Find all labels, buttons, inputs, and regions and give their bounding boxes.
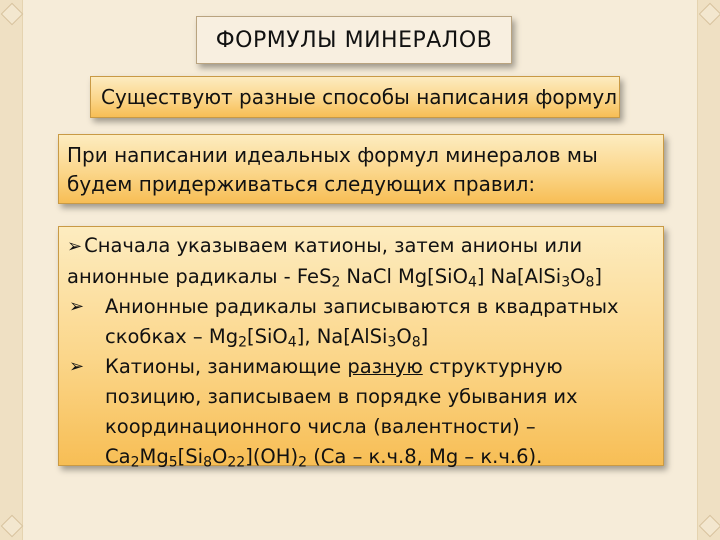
formula-text: NaCl — [346, 265, 392, 288]
formula-subscript: 2 — [238, 334, 248, 351]
formula-subscript: 8 — [585, 274, 595, 291]
formula-text: (Ca – к.ч.8, Mg – к.ч.6). — [307, 445, 543, 468]
arrow-right-icon: ➢ — [69, 296, 85, 317]
subtitle-text: Существуют разные способы написания формул — [101, 85, 618, 109]
rule-2-text: Анионные радикалы записываются в квадратных скобках – — [105, 295, 619, 348]
slide-title — [196, 16, 512, 64]
formula-subscript: 8 — [203, 454, 212, 471]
slide-title-text: ФОРМУЛЫ МИНЕРАЛОВ — [215, 27, 493, 53]
formula-text: [Si — [177, 445, 204, 468]
rules-intro-text: При написании идеальных формул минералов мы будем придерживаться следующих правил: — [67, 143, 598, 196]
formula-subscript: 2 — [130, 454, 140, 471]
rule-1 — [67, 231, 655, 292]
mineral-formula — [490, 265, 603, 291]
mineral-formula — [296, 265, 341, 291]
formula-text: ] — [420, 325, 429, 348]
rules-intro-box — [58, 134, 664, 204]
formula-subscript: 2 — [298, 454, 307, 471]
formula-text: Mg — [139, 445, 169, 468]
formula-text: [SiO — [247, 325, 288, 348]
formula-text: ](OH) — [245, 445, 299, 468]
arrow-right-icon: ➢ — [67, 236, 83, 257]
formula-text: O — [396, 325, 412, 348]
formula-text: O — [212, 445, 228, 468]
rule-2-formula — [208, 325, 429, 351]
rule-3-underlined-word: разную — [347, 355, 423, 378]
formula-text: ], Na[AlSi — [296, 325, 388, 348]
rule-2 — [67, 292, 655, 352]
mineral-formula — [346, 265, 392, 288]
formula-subscript: 3 — [387, 334, 397, 351]
formula-text: O — [570, 265, 586, 288]
formula-text: Mg — [208, 325, 239, 348]
formula-subscript: 8 — [411, 334, 421, 351]
rule-1-formulas — [296, 265, 603, 291]
decorative-frame-left — [0, 0, 23, 540]
mineral-formula — [397, 265, 485, 291]
rule-3 — [67, 352, 655, 472]
rule-1-text: Сначала указываем катионы, затем анионы или анионные радикалы - — [67, 234, 583, 288]
formula-text: Mg[SiO — [397, 265, 468, 288]
formula-subscript: 4 — [467, 274, 477, 291]
formula-subscript: 5 — [168, 454, 178, 471]
decorative-frame-right — [697, 0, 720, 540]
formula-text: ] — [594, 265, 603, 288]
rule-3-text-after: структурную позицию, записываем в порядке убывания их координационного числа (валентности) – — [105, 355, 578, 438]
arrow-right-icon: ➢ — [69, 356, 85, 377]
formula-text: S — [319, 265, 332, 288]
rule-3-formula — [105, 445, 543, 471]
rules-box — [58, 226, 664, 471]
formula-text: ] — [476, 265, 485, 288]
formula-subscript: 3 — [561, 274, 571, 291]
formula-subscript: 2 — [331, 274, 341, 291]
formula-subscript: 4 — [287, 334, 297, 351]
formula-text: Ca — [105, 445, 131, 468]
formula-text: Fe — [296, 265, 320, 288]
formula-subscript: 22 — [227, 454, 246, 471]
subtitle-box — [90, 76, 620, 118]
formula-text: Na[AlSi — [490, 265, 562, 288]
rule-3-text-before: Катионы, занимающие — [105, 355, 348, 378]
